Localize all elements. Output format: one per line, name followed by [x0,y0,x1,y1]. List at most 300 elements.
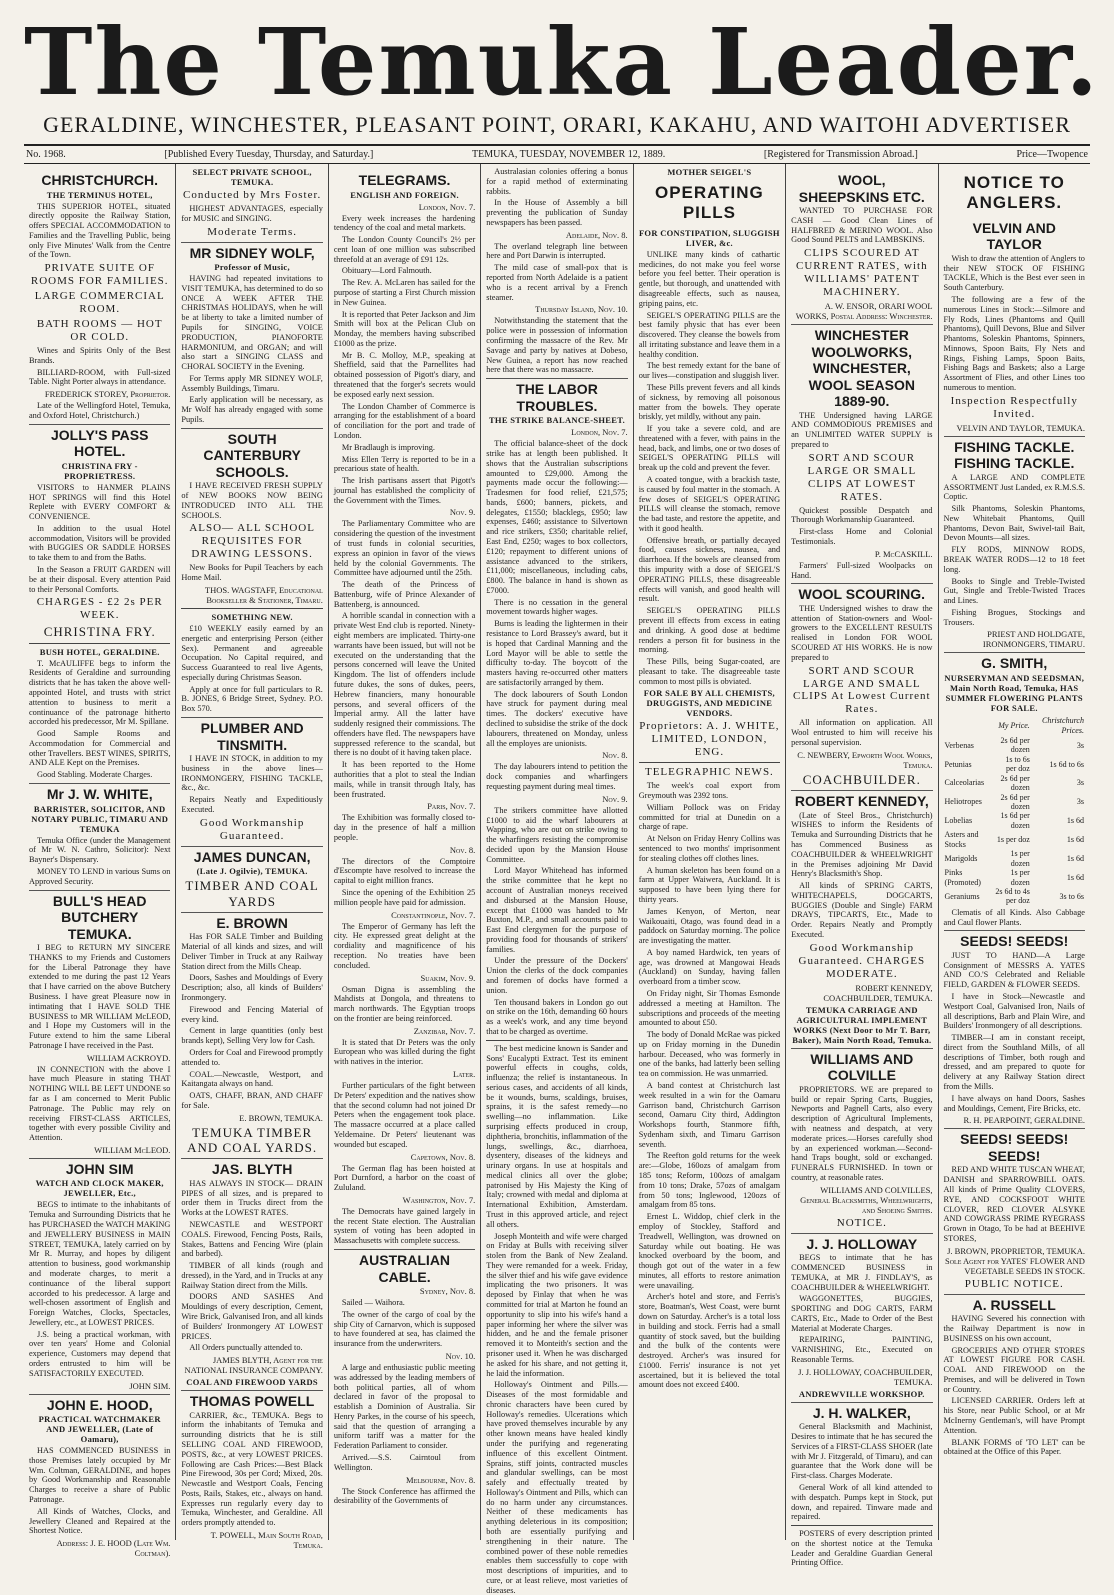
dateline-entry: Nov. 9. [449,507,476,518]
ad-signature: WILLIAM ACKROYD. [86,1052,171,1063]
column-2 [175,164,327,1551]
ad-a-russell [944,1278,1085,1457]
price-list-row [944,887,1085,906]
price-list-cell: 3s [1076,740,1084,750]
price-list-row [944,830,1085,849]
ad-subheading: COACHBUILDER. [802,771,921,787]
ad-text: BLANK FORMS of 'TO LET' can be obtained at the Office of this Paper. [943,1437,1085,1457]
price-list-cell: 1s per dozen [1010,849,1030,868]
ad-text: HAVING Severed his connection with the Railway Department is now in BUSINESS on his own account, [943,1314,1085,1343]
ad-subheading: MOTHER SEIGEL'S [667,167,752,177]
article-text: The week's coal export from Greymouth was 2392 tons. [638,781,781,801]
article-text: There is no cessation in the general movement towards higher wages. [486,597,628,617]
ad-subheading: CHRISTINA FRY - PROPRIETRESS. [61,460,138,481]
dateline-entry: Nov. 9. [602,793,628,804]
article-text: A horrible scandal in connection with a private West End club is reported. Ninety-eight members are implicated. Thirty-one warrants have been issued, but will not be executed on the understanding that the persons concerned will leave the United Kingdom. The list of offenders include future dukes, the sons of dukes, peers, Hebrew financiers, many honourable persons, and several officers of the Imperial army. All the latter have suddenly resigned their commissions. The offenders have fled. The newspapers have suppressed reference to the scandal, but there is no doubt of it having taken place. [333,611,476,758]
ad-subheading: SELECT PRIVATE SCHOOL, TEMUKA. [192,167,312,188]
article-text: The Rev. A. McLaren has sailed for the purpose of starting a First Church mission in New Guinea. [333,278,476,307]
ad-heading: SEEDS! SEEDS! [944,930,1085,950]
telegraphic-news-article [639,766,780,1390]
ad-text: SEIGEL'S OPERATING PILLS are the best family physic that has ever been discovered. They cleanse the bowels from all irritating substance and leave them in a healthy condition. [638,310,781,359]
ad-text: First-class Home and Colonial Testimonials. [791,527,933,546]
ad-heading: WILLIAMS AND COLVILLE [791,1048,932,1084]
article-text: A large and enthusiastic public meeting was addressed by the leading members of both political parties, all of whom declared in favor of the proposal to establish a Dominion of Australia. Sir Henry Parkes, in the course of his speech, said that the question of arranging a uniform tariff was a matter for the Federation Parliament to consider. [333,1362,476,1451]
ad-john-sim [29,1158,170,1391]
article-subheading: ENGLISH AND FOREIGN. [350,189,459,200]
ad-heading: PLUMBER AND TINSMITH. [181,717,322,753]
ad-subheading: WATCH AND CLOCK MAKER, JEWELLER, Etc., [35,1178,164,1199]
article-text: Mr B. C. Molloy, M.P., speaking at Sheffield, said that the Parnellites had obtained possession of Pigott's diary, and threatened that the forger's secrets would be exposed early next session. [333,350,476,399]
price-list-table [944,715,1085,906]
ad-text: OATS, CHAFF, BRAN, AND CHAFF for Sale. [181,1091,323,1110]
column-3 [328,164,480,1540]
dateline-entry: Nov. 8. [449,844,476,855]
ad-subheading: FOR CONSTIPATION, SLUGGISH LIVER, &c. [638,227,780,248]
newspaper-title: The Temuka Leader. [24,8,1100,116]
ad-heading: JOHN E. HOOD, [29,1394,170,1414]
article-text: The official balance-sheet of the dock strike has at length been published. It shows that the Australian subscriptions amounted to £29,000. Among the payments made occur the following:—Tradesmen for food relief, £21,575; bands, £600; banners, pickets, and delegates, £1550; blacklegs, £950; law expenses, £460; assistance to Silvertown and rice strikers, £350; charitable relief, East End, £250; wages to box collectors, £120; repayment to different unions of assistance advanced to the strikers, £11,000; miscellaneous, including cabs, £800. The balance in hand is shown as £7000. [486,439,628,595]
ad-heading: JAMES DUNCAN, [181,846,322,866]
price-list-body [944,736,1085,906]
article-text: Further particulars of the fight between Dr Peters' expedition and the natives show that the second column had not joined Dr Peters when the engagement took place. The massacre occurred at a place called Yeldemaine. Dr Peters' lieutenant was wounded but escaped. [333,1081,476,1149]
ad-text: Clematis of all Kinds. Also Cabbage and Caul flower Plants. [943,907,1085,927]
ad-terminus-hotel [29,170,170,421]
ad-heading: BULL'S HEAD BUTCHERY TEMUKA. [29,890,170,943]
price-list-cell: Asters and Stocks [944,830,979,849]
article-text: James Kenyon, of Merton, near Waikouaiti, Otago, was found dead in a paddock on Saturday morning. The police are investigating the matter. [638,906,781,946]
ad-plumber-tinsmith [181,717,322,843]
ad-winchester-woolworks [791,324,932,580]
ad-signature: A. W. ENSOR, ORARI WOOL WORKS, Postal Address: Winchester. [795,301,933,322]
article-text: The Stock Conference has affirmed the desirability of the Governments of [333,1486,476,1506]
ad-g-smith [944,652,1085,927]
ad-text: GROCERIES AND OTHER STORES AT LOWEST FIGURE FOR CASH. COAL AND FIREWOOD on the Premises, and will be delivered in Town or Country. [943,1345,1085,1394]
article-text: At Nelson on Friday Henry Collins was sentenced to two months' imprisonment for stealing clothes off clothes lines. [638,834,781,863]
price-list-row [944,736,1085,755]
local-paragraphs [486,1044,627,1595]
ad-text: For Terms apply MR SIDNEY WOLF, Assembly Buildings, Timaru. [181,373,323,393]
article-text: Australasian colonies offering a bonus for a rapid method of exterminating rabbits. [486,167,628,196]
ad-heading: WINCHESTER WOOLWORKS, WINCHESTER, WOOL SEASON 1889-90. [791,324,932,410]
article-text: Archer's hotel and store, and Ferris's store, Boatman's, West Coast, were burnt down on Saturday. Archer's is a total loss in building and stock. Ferris had a small quantity of stock saved, but the building and the bulk of the contents were destroyed. Archer's was insured for £1000. Ferris' insurance is not yet ascertained, but it is believed the total amount does not exceed £400. [638,1292,781,1390]
ad-text: THE Undersigned having LARGE AND COMMODIOUS PREMISES and an UNLIMITED WATER SUPPLY is prepared to [791,410,933,449]
divider [639,762,780,763]
article-text: It is reported that Peter Jackson and Jim Smith will box at the Pelican Club on Monday, the members having subscribed £1000 as the prize. [333,309,476,348]
ad-subheading: (Late J. Ogilvie), TEMUKA. [196,866,308,877]
article-text: The Parliamentary Committee who are considering the question of the investment of trust funds in colonial securities, express an opinion in favor of the views held by the colonial Governments. The Committee have adjourned until the 25th. [333,519,476,578]
article-text: The body of Donald McRae was picked up on Friday morning in the Dunedin harbour. Deceased, who was formerly in one of the banks, had latterly been selling tea on commission. He was unmarried. [638,1030,781,1079]
price-list-column-header: My Price. [998,720,1030,730]
ad-jh-walker [791,1389,932,1522]
ad-text: THE Undersigned wishes to draw the attention of Station-owners and Wool-growers to the EXCELLENT RESULTS realised in London FOR WOOL SCOURED AT HIS WORKS. He is now prepared to [791,603,933,662]
article-text: William Pollock was on Friday committed for trial at Dunedin on a charge of rape. [638,802,781,832]
ad-subheading: PRACTICAL WATCHMAKER AND JEWELLER, (Late of Oamaru), [38,1414,161,1445]
ad-subheading: TEMUKA TIMBER AND COAL YARDS. [187,1124,318,1155]
article-text: Joseph Monteith and wife were charged on Friday at Bulls with receiving silver stolen from the Bank of New Zealand. They were remanded for a week. Friday, the silver thief and his wife gave evidence implicating the two prisoners. It was deposed by Finlay that when he was committed for trial at Marton he found an opportunity to slip into his wife's hand a paper informing her where the silver was hidden, and he and the female prisoner removed it to Monteith's section and the prisoner used it. When he was discharged he asked for his share, and not getting it, he laid the information. [486,1231,628,1378]
columns [24,164,1090,1595]
ad-text: PROPRIETORS. WE are prepared to build or repair Spring Carts, Buggies, Newports and Pagnell Carts, also every description of Agricultural Implements, with neatness and despatch, at very moderate prices.—Horses carefully shod by an experienced workman.—Second-hand Traps bought, sold or exchanged. FUNERALS FURNISHED. In town or country, at reasonable rates. [791,1084,933,1182]
ad-text: Offensive breath, or partially decayed food, causes sickness, nausea, and diarrhoea. If the bowels are cleansed from this impurity with a dose of SEIGEL'S OPERATING PILLS, these disagreeable effects will vanish, and good health will result. [638,535,781,604]
article-heading: TELEGRAMS. [358,172,451,188]
price-list-cell: 2s 6d per dozen [1000,773,1030,793]
price-list-column-header [944,715,993,736]
ad-heading: SEEDS! SEEDS! SEEDS! [944,1128,1085,1164]
ad-james-duncan [181,846,322,877]
ad-text: Wish to draw the attention of Anglers to their NEW STOCK OF FISHING TACKLE, Which is the Best ever seen in South Canterbury. [943,253,1085,293]
ad-text: General Work of all kind attended to with despatch. Pumps kept in Stock, put down, and repaired. Tinware made and repaired. [791,1483,933,1522]
ad-text: All Kinds of Watches, Clocks, and Jewellery Cleaned and Repaired at the Shortest Notice. [29,1506,171,1536]
ad-heading: SOUTH CANTERBURY SCHOOLS. [181,428,322,481]
publication-schedule: [Published Every Tuesday, Thursday, and Saturday.] [164,149,374,160]
article-text: Since the opening of the Exhibition 25 million people have paid for admission. [333,888,476,907]
ad-text: Good Sample Rooms and Accommodation for Commercial and other Travellers. BEST WINES, SPIRITS, AND ALE Kept on the Premises. [29,729,171,768]
ad-text: Quickest possible Despatch and Thorough Workmanship Guaranteed. [791,505,933,525]
ad-fishing-tackle [944,436,1085,650]
issue-price: Price—Twopence [1016,149,1088,160]
ad-text: DOORS AND SASHES And Mouldings of every description, Cement, Wire Brick, Galvanised Iron, and all kinds of Builders' Ironmongery AT LOWEST PRICES. [181,1292,323,1341]
price-list-cell: 3s to 6s [1059,891,1084,901]
price-list-cell: 2s 6d to 4s per doz [995,886,1030,906]
ad-jj-holloway [791,1217,932,1387]
article-heading: AUSTRALIAN CABLE. [334,1249,475,1285]
ad-text: TIMBER—I am in constant receipt, direct from the Southland Mills, of all descriptions of Timber, both rough and dressed, and am prepared to quote for delivery at any Railway Station direct from the Mills. [943,1033,1085,1092]
ad-select-private-school [181,167,322,239]
ad-williams-colville [791,1005,932,1215]
price-list-row [944,868,1085,887]
dateline-entry: Sydney, Nov. 8. [419,1286,476,1297]
dateline-entry: Zanzibar, Nov. 7. [413,1025,476,1036]
article-text: Under the pressure of the Dockers' Union the clerks of the dock companies and foremen of docks have formed a union. [486,956,628,995]
price-list-header [944,715,1085,736]
ad-text: Silk Phantoms, Soleskin Phantoms, New Whitebait Phantoms, Quill Phantoms, Devon Bait, Swivel-tail Bait, Devon Mounts—all sizes. [943,504,1085,543]
ad-heading: J. J. HOLLOWAY [791,1233,932,1253]
ad-subheading: NURSERYMAN AND SEEDSMAN, Main North Road, Temuka, HAS SUMMER FLOWERING PLANTS FOR SALE. [944,673,1085,714]
ad-signature: WILLIAM McLEOD. [94,1144,171,1155]
ad-signature: J. J. HOLLOWAY, COACHBUILDER, TEMUKA. [798,1366,933,1387]
ad-heading: FISHING TACKLE. FISHING TACKLE. [944,436,1085,472]
article-text: The Emperor of Germany has left the city. He expressed great delight at the cordiality and magnificence of his reception. No treaties have been concluded. [333,921,476,970]
price-list-cell: 1s per dozen [1010,868,1030,887]
price-list-cell: 3s [1076,778,1084,788]
dateline-entry: Suakim, Nov. 9. [420,972,476,983]
article-text: The death of the Princess of Battenburg, wife of Prince Alexander of Battenberg, is announced. [333,580,476,609]
ad-text: UNLIKE many kinds of cathartic medicines, do not make you feel worse before you feel better. Their operation is gentle, but thorough, and unattended with disagreeable effects, such as nausea, griping pains, etc. [638,249,781,308]
issue-date: TEMUKA, TUESDAY, NOVEMBER 12, 1889. [472,149,666,160]
article-heading: THE LABOR TROUBLES. [486,378,627,414]
ad-text: THIS SUPERIOR HOTEL, situated directly opposite the Railway Station, offers SPECIAL ACCOMMODATION to Families and the Travelling Public, being only Five Minutes' Walk from the Centre of the Town. [29,201,171,260]
article-text: Arrived.—S.S. Cairntoul from Wellington. [333,1453,476,1472]
price-list-cell: 3s [1076,797,1084,807]
ad-heading: MR SIDNEY WOLF, [181,242,322,262]
ad-signature: ROBERT KENNEDY, COACHBUILDER, TEMUKA. [823,982,933,1003]
ad-text: I HAVE IN STOCK, in addition to my business in the above lines— IRONMONGERY, FISHING TACKLE, &c., &c. [181,754,323,793]
ad-text: Doors, Sashes and Mouldings of Every Description; also, all kinds of Builders' Ironmongery. [181,973,323,1003]
dateline-entry: Melbourne, Nov. 8. [406,1474,476,1485]
ad-text: J.S. being a practical workman, with over ten years' Home and Colonial experience, Customers may depend that orders entrusted to him will be SATISFACTORILY EXECUTED. [29,1329,171,1378]
ad-signature: JOHN SIM. [129,1380,171,1391]
ad-text: COAL.—Newcastle, Westport, and Kaitangata always on hand. [181,1069,323,1089]
article-text: The Irish partisans assert that Pigott's journal has established the complicity of the Government with the Times. [333,476,476,505]
column-6 [785,164,937,1568]
column-7 [938,164,1090,1540]
article-text: The mild case of small-pox that is reported from North Adelaide is a patient who is a recent arrival by a French steamer. [486,263,628,302]
divider [791,1525,932,1526]
article-text: In the House of Assembly a bill preventing the publication of Sunday newspapers has been passed. [486,198,628,227]
ad-text: HIGHEST ADVANTAGES, especially for MUSIC and SINGING. [181,204,323,223]
ad-heading: J. H. WALKER, [791,1402,932,1422]
ad-line: Conducted by Mrs Foster. [182,189,322,202]
column-4 [480,164,632,1595]
ad-heading: JOHN SIM [29,1158,170,1178]
ad-text: If you take a severe cold, and are threatened with a fever, with pains in the head, back, and limbs, one or two doses of SEIGEL'S OPERATING PILLS will break up the cold and prevent the fever. [638,424,781,473]
article-text: The owner of the cargo of coal by the ship City of Carnarvon, which is supposed to have foundered at sea, has claimed the insurance from the underwriters. [333,1309,476,1349]
article-text: The best medicine known is Sander and Sons' Eucalypti Extract. Test its eminent powerful effects in coughs, colds, influenza; the relief is instantaneous. In serious cases, and accidents of all kinds, be it wounds, burns, scaldings, bruises, sprains, it is the safest remedy—no swelling—no inflammation. Like surprising effects produced in croup, diphtheria, bronchitis, inflammation of the lungs, swellings, &c., diarrhoea, dysentery, diseases of the kidneys and urinary organs. In use at hospitals and medical clinics all over the globe; patronised by His Majesty the King of Italy; crowned with medal and diploma at International Exhibition, Amsterdam. Trust in this approved article, and reject all others. [486,1043,628,1229]
ad-text: WAGGONETTES, BUGGIES, SPORTING and DOG CARTS, FARM CARTS, Etc., Made to Order of the Best Material at Moderate Charges. [791,1294,933,1333]
ad-line: Moderate Terms. [207,225,298,238]
ad-text: TIMBER of all kinds (rough and dressed), in the Yard, and in Trucks at any Railway Station direct from the Mills. [181,1261,323,1290]
article-text: Osman Digna is assembling the Mahdists at Dongola, and threatens to march northwards. The Egyptian troops on the frontier are being reinforced. [333,984,476,1023]
ad-text: All Orders punctually attended to. [189,1343,303,1353]
ad-line: CHARGES - £2 2s PER WEEK. [36,596,163,622]
ad-subheading: NOTICE. [836,1216,887,1229]
ad-signature: VELVIN AND TAYLOR, TEMUKA. [956,422,1085,433]
ad-text: SEIGEL'S OPERATING PILLS prevent ill effects from excess in eating and drinking. A good dose at bedtime renders a person fit for business in the morning. [638,606,781,655]
ad-line: SORT AND SCOUR LARGE OR SMALL CLIPS AT LOWEST RATES. [807,451,917,503]
ad-signature: FREDERICK STOREY, Proprietor. [44,389,171,400]
price-list-cell: Pinks (Promoted) [944,868,981,887]
dateline-entry: Nov. 10. [445,1350,476,1361]
ad-signature: CHRISTINA FRY. [43,624,156,640]
ad-jas-blyth [181,1125,322,1375]
ad-subheading: TIMBER AND COAL YARDS [185,878,319,909]
dateline-entry: Capetown, Nov. 8. [410,1151,476,1162]
ad-jollys-pass-hotel [29,424,170,640]
ad-text: VISITORS to HANMER PLAINS HOT SPRINGS will find this Hotel Replete with EVERY COMFORT & CONVENIENCE. [29,482,171,522]
price-list-cell: Marigolds [944,853,978,863]
article-text: The London Chamber of Commerce is arranging for the establishment of a board of conciliation for the port and trade of London. [333,401,476,440]
ad-heading: OPERATING PILLS [654,183,764,223]
ad-heading: NOTICE TO ANGLERS. [963,173,1065,213]
ad-text: WANTED TO PURCHASE FOR CASH — Good Clean Lines of HALFBRED & MERINO WOOL. Also Good Sound PELTS and LAMBSKINS. [791,206,933,245]
ad-text: Cement in large quantities (only best brands kept), Selling Very low for Cash. [181,1026,323,1046]
ad-text: NEWCASTLE and WESTPORT COALS. Firewood, Fencing Posts, Rails, Stakes, Battens and Fencing Wire (plain and barbed). [181,1219,323,1259]
price-list-cell: Verbenas [944,740,974,750]
ad-text: A LARGE AND COMPLETE ASSORTMENT Just Landed, ex R.M.S.S. Coptic. [943,472,1085,502]
ad-subheading: BUSH HOTEL, GERALDINE. [39,646,160,657]
ad-heading: VELVIN AND TAYLOR [972,219,1056,253]
article-text: Miss Ellen Terry is reported to be in a precarious state of health. [333,454,476,474]
article-text: The German flag has been hoisted at Port Durnford, a harbor on the coast of Zululand. [333,1163,476,1193]
issue-number: No. 1968. [26,149,66,160]
article-text: The day labourers intend to petition the dock companies and wharfingers requesting payment during meal times. [486,762,628,791]
ad-text: Temuka Office (under the Management of Mr W. N. Cathro, Solicitor): Next Bayner's Dispensary. [29,835,171,865]
ad-line: BATH ROOMS — HOT OR COLD. [36,318,163,344]
article-text: The Exhibition was formally closed to-day in the presence of half a million people. [333,813,476,842]
price-list-row [944,811,1085,830]
price-list-row [944,774,1085,793]
dateline-entry: Nov. 8. [602,750,628,761]
article-text: Holloway's Ointment and Pills.—Diseases of the most formidable and chronic characters have been cured by Holloway's remedies. Ulcerations which have proved themselves incurable by any other known means have healed kindly under the purifying and regenerating influence of this excellent Ointment. Sprains, stiff joints, contracted muscles and glandular swellings, can be most safely and effectually treated by Holloway's Ointment and Pills, which can do no harm under any circumstances. Neither of these medicaments has anything deleterious in its composition; both are essentially purifying and strengthening in their nature. The combined power of these noble remedies enables them successfully to cope with most descriptions of impurities, and to cure, or at least relieve, most varieties of diseases. [486,1380,628,1595]
ad-subheading: TEMUKA CARRIAGE AND AGRICULTURAL IMPLEMENT WORKS (Next Door to Mr T. Barr, Baker), Main North Road, Temuka. [792,1004,932,1045]
ad-text: Apply at once for full particulars to R. B. JONES, 6 Bridge Street, Sydney. P.O. Box 570. [181,684,323,714]
ad-heading: THOMAS POWELL [181,1390,322,1410]
ad-signature: P. McCASKILL. [874,548,933,559]
ad-heading: A. RUSSELL [944,1294,1085,1314]
ad-text: REPAIRING, PAINTING, VARNISHING, Etc., Executed on Reasonable Terms. [791,1335,933,1364]
ad-line: LARGE COMMERCIAL ROOM. [34,290,165,316]
ad-text: These Pills prevent fevers and all kinds of sickness, by removing all poisonous matter from the bowels. They operate briskly, yet mildly, without any pain. [638,382,781,422]
ad-south-canterbury-schools [181,428,322,605]
ad-text: HAVING had repeated invitations to VISIT TEMUKA, has determined to do so ONCE A WEEK AFTER THE CHRISTMAS HOLIDAYS, when he will be at liberty to take a limited number of Pupils for SINGING, VOICE PRODUCTION, PIANOFORTE HARMONIUM, and ORGAN; and will also start a SINGING CLASS and CHORAL SOCIETY in the Evening. [181,274,323,372]
price-list-cell: 1s 6d per dozen [1000,811,1030,830]
ad-text: POSTERS of every description printed on the shortest notice at the Temuka Leader and Geraldine Guardian General Printing Office. [791,1529,933,1568]
price-list-cell: Heliotropes [944,797,982,807]
ad-text: HAS COMMENCED BUSINESS in those Premises lately occupied by Mr Wm. Coltman, GERALDINE, and hopes by Good Workmanship and Reasonable Charges to receive a share of Public Patronage. [29,1446,171,1505]
ad-text: Books to Single and Treble-Twisted Gut, Single and Treble-Twisted Traces and Lines. [943,576,1085,606]
ad-subheading: FOR SALE BY ALL CHEMISTS, DRUGGISTS, AND MEDICINE VENDORS. [643,688,775,719]
dateline-entry: Washington, Nov. 7. [402,1194,476,1205]
ad-subheading: ANDREWVILLE WORKSHOP. [798,1388,925,1399]
ad-signature: T. POWELL, Main South Road, Temuka. [210,1530,323,1551]
ad-line: Inspection Respectfully Invited. [950,394,1078,420]
ad-text: Late of the Wellingford Hotel, Temuka, and Oxford Hotel, Christchurch.) [29,401,171,420]
article-text: It has been reported to the Home authorities that a plot to steal the Indian mails, while in transit through Italy, has been frustrated. [333,760,476,799]
price-list-cell: 2s 6d per dozen [1000,735,1030,755]
ad-text: In the Season a FRUIT GARDEN will be at their disposal. Every attention Paid to their Personal Comforts. [29,565,171,594]
ad-john-e-hood [29,1394,170,1559]
article-text: Every week increases the hardening tendency of the coal and metal markets. [333,213,476,233]
ad-text: All information on application. All Wool entrusted to him will receive his personal supervision. [791,718,933,747]
ad-signature: WILLIAMS AND COLVILLES, General Blacksmiths, Wheelwrights, and Shoeing Smiths. [800,1184,933,1215]
article-text: The strikers committee have allotted £1000 to aid the wharf labourers at Wapping, who are out on strike owing to the wharfingers resisting the compromise decided upon by the Mansion House Committee. [486,805,628,864]
price-list-cell: 1s 6d [1066,816,1084,826]
ad-text: The following are a few of the numerous Lines in Stock:—Silmore and Fly Rods, Lines (Phantoms and Quill Phantoms), Quill Devons, Blue and Silver Phantoms, Soleskin Phantoms, Spinners, Minnows, Spoon Baits, Fly Nets and Rings, Fishing Lamps, Spoon Baits, Fishing Bags and Baskets; also a Large Assortment of Flies, and other Lines too numerous to mention. [943,294,1085,392]
ad-bush-hotel [29,647,170,780]
ad-thomas-powell [181,1377,322,1550]
article-text: The Reefton gold returns for the week are:—Globe, 160ozs of amalgam from 185 tons; Reform, 100ozs of amalgam from 10 tons; Drake, 57ozs of amalgam from 50 tons; Inglewood, 120ozs of amalgam from 85 tons. [638,1151,781,1210]
dateline-entry: Later. [452,1069,476,1080]
dateline-entry: Paris, Nov. 7. [427,801,476,812]
ad-text: BILLIARD-ROOM, with Full-sized Table. Night Porter always in attendance. [29,367,171,387]
ad-text: £10 WEEKLY easily earned by an energetic and enterprising Person (either Sex). Permanent and agreeable Occupation. No Capital required, and Success Guaranteed to real live Agents, especially during Christmas Season. [181,623,323,682]
ad-signature: JAMES BLYTH, Agent for the NATIONAL INSURANCE COMPANY. [184,1355,323,1376]
ad-text: Has FOR SALE Timber and Building Material of all kinds and sizes, and will Deliver Timber in Truck at any Railway Station direct from the Mills Cheap. [181,932,323,971]
price-list-row [944,849,1085,868]
ad-bulls-head-butchery [29,890,170,1155]
price-list-cell: Lobelias [944,816,973,826]
ad-text: Farmers' Full-sized Woolpacks on Hand. [791,560,933,580]
article-text: The London County Council's 2½ per cent loan of one million was subscribed threefold at an average of £91 12s. [333,235,476,264]
ad-heading: CHRISTCHURCH. [41,172,159,188]
ad-text: Repairs Neatly and Expeditiously Executed. [181,795,323,814]
price-list-cell: 1s per doz [996,835,1030,845]
ad-text: All kinds of SPRING CARTS, WHITECHAPELS, DOGCARTS, BUGGIES (Double and Single) FARM DRAYS, TIPCARTS, Etc., Made to Order. Repairs Neatly and Promptly Executed. [791,881,933,940]
article-text: The dock labourers of South London have struck for payment during meal times. The dockers' executive have declined to subsidise the strike of the dock labourers, threatened on Monday, unless all the employes are unionists. [486,689,628,748]
ad-text: Orders for Coal and Firewood promptly attended to. [181,1047,323,1067]
ad-subheading: THE TERMINUS HOTEL, [46,189,153,200]
ad-signature: J. BROWN, PROPRIETOR, TEMUKA. Sole Agent for YATES' FLOWER AND VEGETABLE SEEDS IN STOCK. [944,1245,1085,1276]
column-1 [24,164,175,1559]
ad-text: RED AND WHITE TUSCAN WHEAT, DANISH and SPARROWBILL OATS. All kinds of Prime Quality CLOVERS, RYE, AND COCKSFOOT WHITE CLOVER, RED CLOVER ALSYKE AND COWGRASS PRIME RYEGRASS Grown in Otago, To be had at BEEHIVE STORES, [943,1165,1085,1243]
price-list-cell: 1s 6d [1066,835,1084,845]
price-list-cell: 1s to 6s per doz [1005,754,1030,774]
ad-e-brown [181,878,322,1122]
article-text: A human skeleton has been found on a farm at Upper Waiwera, Auckland. It is supposed to have been lying there for thirty years. [638,865,781,904]
article-text: A band contest at Christchurch last week resulted in a win for the Oamaru Garrison band, Christchurch Garrison second, Oamaru City third, Addington Workshops fourth, Stanmore fifth, Sydenham sixth, and Timaru Garrison seventh. [638,1081,781,1149]
article-text: Burns is leading the lightermen in their resistance to Lord Brassey's award, but it is hoped that Cardinal Manning and the Lord Mayor will be able to settle the difficulty to-day. The boycott of the masters having re-occurred other matters are satisfactorily arranged by them. [486,619,628,687]
ad-heading: Mr J. W. WHITE, [29,783,170,803]
article-text: On Friday night, Sir Thomas Esmonde addressed a meeting at Hamilton. The subscriptions and proceeds of the meeting amounted to about £50. [638,988,781,1028]
price-list-cell: Petunias [944,759,972,769]
ad-subheading: COAL AND FIREWOOD YARDS [186,1377,318,1388]
ad-line: CLIPS SCOURED AT CURRENT RATES, with WILLIAMS' PATENT MACHINERY. [796,247,928,299]
ad-signature: C. NEWBERY, Epworth Wool Works, Temuka. [797,749,933,770]
article-text: Mr Bradlaugh is improving. [341,442,435,452]
ad-line: Good Workmanship Guaranteed. [199,816,305,842]
ad-seeds-brown [944,1128,1085,1275]
ad-heading: E. BROWN [181,912,322,932]
ad-text: I HAVE RECEIVED FRESH SUPPLY of NEW BOOKS NOW BEING INTRODUCED INTO ALL THE SCHOOLS. [181,481,323,520]
article-text: Ernest L. Widdop, chief clerk in the employ of Stockley, Stafford and Treadwell, Wellington, was drowned on Saturday while out boating. He was knocked overboard by the boom, and though got out of the water in a few minutes, all efforts to restore animation were unavailing. [638,1212,781,1290]
australian-cable-continued [486,167,627,375]
ad-seigels-pills [639,167,780,759]
ad-signature: Address: J. E. HOOD (Late Wm. Coltman). [56,1538,171,1559]
article-text: Ten thousand bakers in London go out on strike on the 16th, demanding 60 hours as a week's work, and any time beyond that to be charged as overtime. [486,997,628,1036]
ad-something-new [181,612,322,714]
ad-line: SORT AND SCOUR LARGE AND SMALL CLIPS At Lowest Current Rates. [793,664,931,716]
ad-signature: E. BROWN, TEMUKA. [239,1112,323,1123]
ad-subheading: Professor of Music, [214,262,290,273]
price-list-row [944,755,1085,774]
article-text: Lord Mayor Whitehead has informed the strike committee that he kept no account of Australian moneys received and disbursed at the Mansion House, except that £1000 was handed to Mr Buxton, M.P., and small accounts paid to East End clergymen for the purpose of providing food for thousands of strikers' families. [486,866,628,954]
article-subheading: THE STRIKE BALANCE-SHEET. [488,415,625,426]
price-list-cell: Geraniums [944,891,980,901]
article-text: The overland telegraph line between here and Port Darwin is interrupted. [486,241,628,261]
divider [181,608,322,609]
ad-text: BEGS to intimate to the inhabitants of Temuka and Surrounding Districts that he has PURCHASED the WATCH MAKING and JEWELLERY BUSINESS in MAIN STREET, TEMUKA, lately carried on by Mr R. Murray, and hopes by diligent attention to business, good workmanship and moderate charges, to merit a continuance of the liberal support accorded to his predecessor. A large and well-chosen assortment of English and Foreign Watches, Clocks, Spectacles, Jewellery, etc., at LOWEST PRICES. [29,1200,171,1327]
column-5 [633,164,785,1540]
ad-text: FLY RODS, MINNOW RODS, BREAK WATER RODS—12 to 18 feet long. [943,545,1085,574]
ad-text: These Pills, being Sugar-coated, are pleasant to take. The disagreeable taste common to most pills is obviated. [638,657,781,686]
ad-text: I BEG to RETURN MY SINCERE THANKS to my Friends and Customers for the Liberal Patronage they have extended to me during the past 12 Years that I have carried on the above Butchery Business. I have great Pleasure now in intimating that I HAVE SOLD THE BUSINESS to MR WILLIAM McLEOD, and I Hope my Customers will in the Future extend to him the same Liberal Patronage I have received in the Past. [29,943,171,1050]
ad-heading: WOOL, SHEEPSKINS ETC. [798,172,925,205]
price-list-cell: 1s 6d [1066,853,1084,863]
ad-subheading: PUBLIC NOTICE. [964,1277,1064,1290]
ad-text: HAS ALWAYS IN STOCK— DRAIN PIPES of all sizes, and is prepared to order them in Trucks direct from the Works at the LOWEST RATES. [181,1178,323,1218]
ad-text: Wines and Spirits Only of the Best Brands. [29,346,171,365]
price-list-column-header: Christchurch Prices. [1042,716,1084,735]
dateline-entry: Thursday Island, Nov. 10. [535,304,628,315]
price-list-cell: 1s 6d to 6s [1049,759,1084,769]
ad-text: The best remedy extant for the bane of our lives—constipation and sluggish liver. [638,361,781,381]
dateline [24,144,1090,164]
masthead [24,8,1100,138]
ad-line: PRIVATE SUITE OF ROOMS FOR FAMILIES. [30,262,169,288]
ad-wool-sheepskins [791,170,932,321]
article-text: The Democrats have gained largely in the recent State election. The Australian system of voting has been adopted in Massachusetts with complete success. [333,1206,476,1246]
australian-cable-article [334,1249,475,1506]
divider [486,1040,627,1041]
registration-note: [Registered for Transmission Abroad.] [763,149,918,160]
price-list-row [944,793,1085,812]
ad-text: Early application will be necessary, as Mr Wolf has already engaged with some Pupils. [181,395,323,424]
ad-text: LICENSED CARRIER. Orders left at his Store, near Public School, or at Mr McInerny Gentleman's, will have Prompt Attention. [943,1396,1085,1435]
dateline-entry: London, Nov. 7. [418,201,476,212]
ad-text: MONEY TO LEND in various Sums on Approved Security. [29,866,171,886]
labor-troubles-article [486,378,627,1037]
ad-robert-kennedy [791,772,932,1003]
divider [29,643,170,644]
